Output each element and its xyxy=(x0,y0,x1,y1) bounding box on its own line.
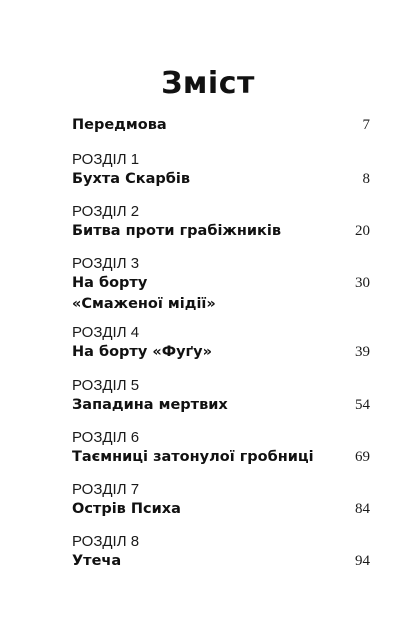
page-number: 20 xyxy=(355,223,370,239)
toc-entry-chapter-8 xyxy=(72,533,370,572)
toc-entry-chapter-2 xyxy=(72,203,370,242)
chapter-title: На борту xyxy=(72,275,148,291)
chapter-label: РОЗДІЛ 5 xyxy=(72,377,140,394)
chapter-title: Бухта Скарбів xyxy=(72,171,191,187)
toc-entry-chapter-6 xyxy=(72,429,370,468)
page-number: 7 xyxy=(362,117,370,133)
page-number: 8 xyxy=(362,171,370,187)
page-number: 94 xyxy=(355,553,370,569)
toc-entry-chapter-3 xyxy=(72,255,370,315)
chapter-title: Утеча xyxy=(72,553,122,569)
chapter-title: Таємниці затонулої гробниці xyxy=(72,449,314,465)
chapter-title: Битва проти грабіжників xyxy=(72,223,282,239)
page-title: Зміст xyxy=(161,66,255,101)
chapter-title: Острів Психа xyxy=(72,501,181,517)
page-number: 84 xyxy=(355,501,370,517)
chapter-title: Западина мертвих xyxy=(72,397,228,413)
toc-entry-chapter-4 xyxy=(72,324,370,363)
toc-entry-chapter-7 xyxy=(72,481,370,520)
page-number: 39 xyxy=(355,344,370,360)
page-number: 54 xyxy=(355,397,370,413)
chapter-label: РОЗДІЛ 3 xyxy=(72,255,140,272)
chapter-label: РОЗДІЛ 8 xyxy=(72,533,140,550)
chapter-label: РОЗДІЛ 2 xyxy=(72,203,140,220)
page-number: 30 xyxy=(355,275,370,291)
chapter-title: На борту «Фуґу» xyxy=(72,344,212,360)
toc-entry-chapter-5 xyxy=(72,377,370,416)
chapter-label: РОЗДІЛ 4 xyxy=(72,324,140,341)
chapter-label: РОЗДІЛ 7 xyxy=(72,481,140,498)
page-number: 69 xyxy=(355,449,370,465)
chapter-title-line-2: «Смаженої мідії» xyxy=(72,296,216,312)
chapter-label: РОЗДІЛ 1 xyxy=(72,151,140,168)
chapter-label: РОЗДІЛ 6 xyxy=(72,429,140,446)
preface-title: Передмова xyxy=(72,117,167,133)
toc-entry-preface xyxy=(72,115,370,136)
toc-entry-chapter-1 xyxy=(72,151,370,190)
